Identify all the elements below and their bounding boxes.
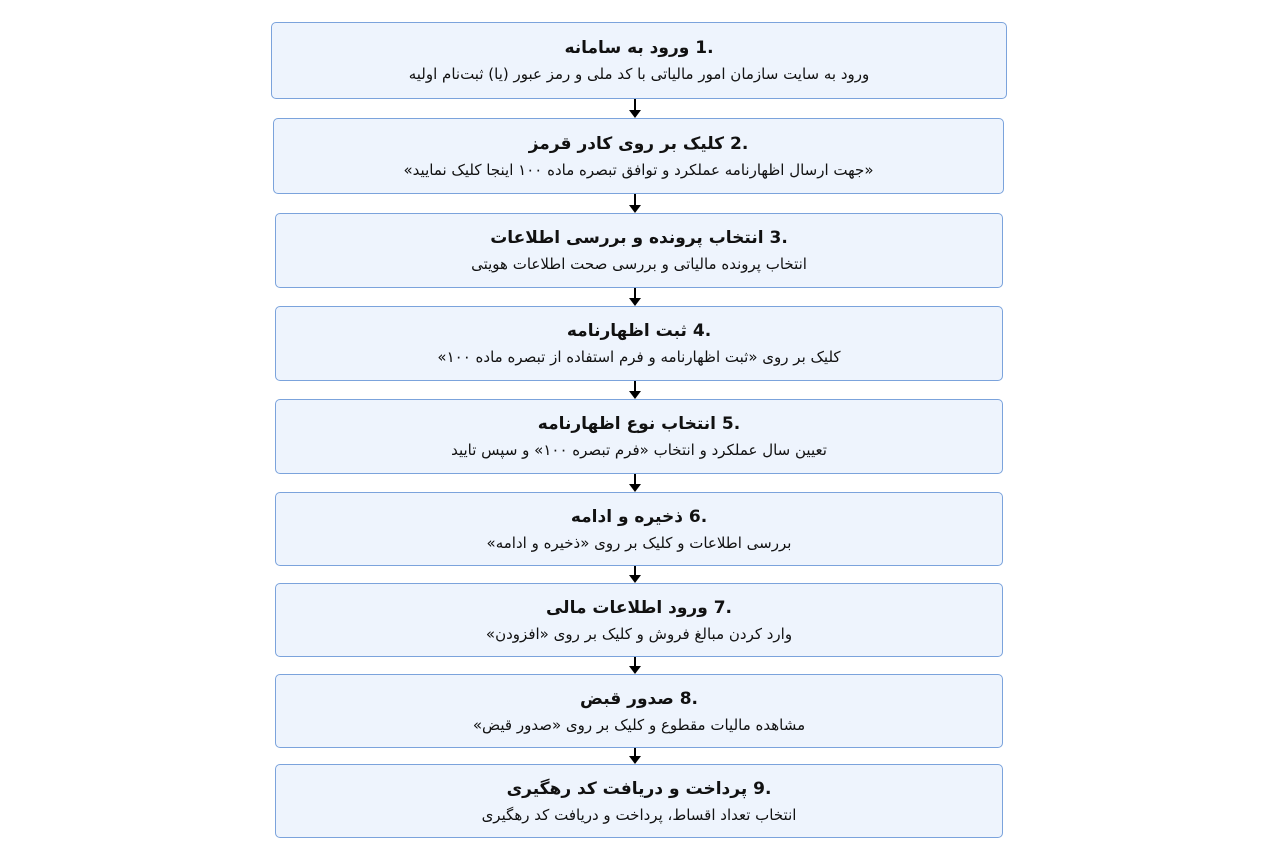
step-6-box xyxy=(275,492,1003,566)
step-3-box xyxy=(275,213,1003,288)
step-9-box xyxy=(275,764,1003,838)
step-8-box xyxy=(275,674,1003,748)
arrow-4-to-5 xyxy=(629,381,641,399)
step-6-number: 6. xyxy=(688,506,708,527)
step-1-title: ورود به سامانه xyxy=(564,38,690,58)
step-7-number: 7. xyxy=(713,597,733,618)
step-2-title-line xyxy=(529,132,749,156)
step-3-number: 3. xyxy=(769,228,788,248)
step-3-title-line xyxy=(490,226,788,250)
arrow-3-to-4 xyxy=(629,288,641,306)
step-1-number: 1. xyxy=(695,38,714,58)
step-5-description: تعیین سال عملکرد و انتخاب «فرم تبصره ۱۰۰» و سپس تایید xyxy=(451,441,827,459)
step-4-description: کلیک بر روی «ثبت اظهارنامه و فرم استفاده از تبصره ماده ۱۰۰» xyxy=(437,348,841,366)
step-2-description: «جهت ارسال اظهارنامه عملکرد و توافق تبصره ماده ۱۰۰ اینجا کلیک نمایید» xyxy=(403,160,874,179)
step-4-title: ثبت اظهارنامه xyxy=(566,321,687,341)
arrow-6-to-7 xyxy=(629,566,641,583)
step-9-description: انتخاب تعداد اقساط، پرداخت و دریافت کد رهگیری xyxy=(481,805,797,824)
step-6-title-line xyxy=(571,505,707,529)
step-7-title-line xyxy=(546,596,732,620)
step-1-description: ورود به سایت سازمان امور مالیاتی با کد ملی و رمز عبور (یا) ثبت‌نام اولیه xyxy=(408,65,870,83)
step-8-description: مشاهده مالیات مقطوع و کلیک بر روی «صدور قیض» xyxy=(472,715,806,734)
arrow-8-to-9 xyxy=(629,748,641,764)
arrow-5-to-6 xyxy=(629,474,641,492)
step-3-title: انتخاب پرونده و بررسی اطلاعات xyxy=(490,228,764,248)
step-2-number: 2. xyxy=(729,133,749,154)
step-6-title: ذخیره و ادامه xyxy=(570,506,683,527)
step-5-box xyxy=(275,399,1003,474)
step-7-description: وارد کردن مبالغ فروش و کلیک بر روی «افزودن» xyxy=(485,624,793,643)
step-4-number: 4. xyxy=(692,321,712,341)
step-9-title: پرداخت و دریافت کد رهگیری xyxy=(506,778,748,799)
step-5-number: 5. xyxy=(721,414,741,434)
step-3-description: انتخاب پرونده مالیاتی و بررسی صحت اطلاعات هویتی xyxy=(471,255,807,273)
step-4-title-line xyxy=(567,319,711,343)
step-8-title: صدور قبض xyxy=(580,688,674,709)
step-1-title-line xyxy=(564,36,713,60)
step-9-number: 9. xyxy=(753,778,772,799)
step-2-box xyxy=(273,118,1004,194)
step-7-box xyxy=(275,583,1003,657)
step-2-title: کلیک بر روی کادر قرمز xyxy=(528,133,725,154)
step-5-title: انتخاب نوع اظهارنامه xyxy=(537,414,716,434)
step-6-description: بررسی اطلاعات و کلیک بر روی «ذخیره و ادامه» xyxy=(486,533,792,552)
arrow-2-to-3 xyxy=(629,194,641,213)
step-8-number: 8. xyxy=(679,688,699,709)
arrow-1-to-2 xyxy=(629,99,641,118)
step-4-box xyxy=(275,306,1003,381)
arrow-7-to-8 xyxy=(629,657,641,674)
step-7-title: ورود اطلاعات مالی xyxy=(545,597,708,618)
step-9-title-line xyxy=(507,777,772,801)
step-1-box xyxy=(271,22,1007,99)
step-5-title-line xyxy=(538,412,740,436)
step-8-title-line xyxy=(580,687,698,711)
